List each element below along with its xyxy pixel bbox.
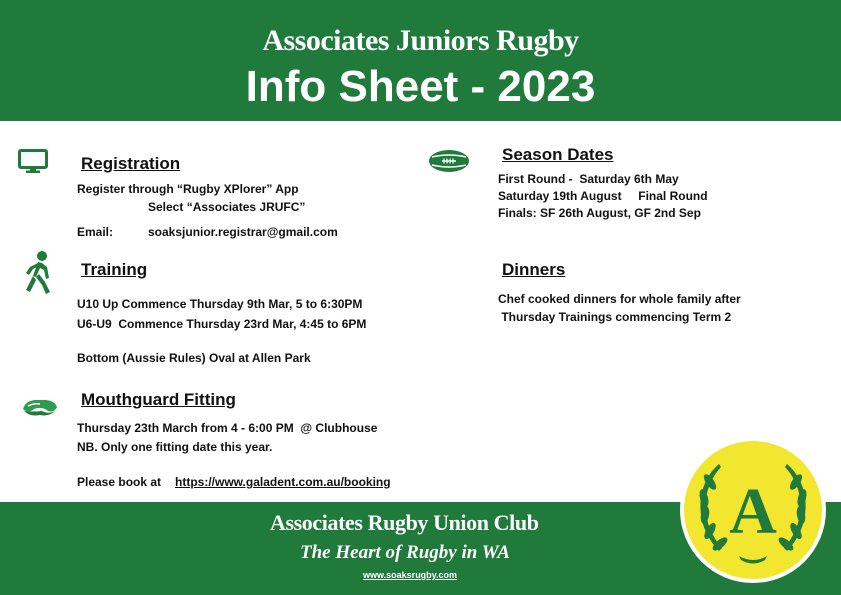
booking-label: Please book at <box>77 475 162 489</box>
club-tagline: The Heart of Rugby in WA <box>300 542 510 563</box>
website-link[interactable]: www.soaksrugby.com <box>363 570 458 580</box>
season-line-2: Saturday 19th August Final Round <box>498 189 708 203</box>
registration-line-1: Register through “Rugby XPlorer” App <box>77 182 299 196</box>
dinners-heading: Dinners <box>502 260 566 279</box>
mouthguard-line-1: Thursday 23th March from 4 - 6:00 PM @ Clubhouse <box>77 421 378 435</box>
logo-letter: A <box>729 475 777 548</box>
club-name: Associates Rugby Union Club <box>270 510 539 535</box>
registration-heading: Registration <box>81 154 181 173</box>
computer-monitor-icon <box>18 149 48 173</box>
mouthguard-icon <box>20 395 60 419</box>
running-person-icon <box>22 250 54 296</box>
season-dates-heading: Season Dates <box>502 145 614 164</box>
page-title: Info Sheet - 2023 <box>245 62 596 111</box>
mouthguard-heading: Mouthguard Fitting <box>81 390 236 409</box>
season-line-3: Finals: SF 26th August, GF 2nd Sep <box>498 206 701 220</box>
club-logo <box>679 436 827 584</box>
booking-link[interactable]: https://www.galadent.com.au/booking <box>175 475 391 489</box>
training-location: Bottom (Aussie Rules) Oval at Allen Park <box>77 351 311 365</box>
training-line-1: U10 Up Commence Thursday 9th Mar, 5 to 6:30PM <box>77 297 363 311</box>
header-banner <box>0 0 841 121</box>
training-line-2: U6-U9 Commence Thursday 23rd Mar, 4:45 to 6PM <box>77 317 367 331</box>
dinners-line-2: Thursday Trainings commencing Term 2 <box>498 310 732 324</box>
registration-line-2: Select “Associates JRUFC” <box>148 200 306 214</box>
rugby-ball-icon <box>428 149 470 173</box>
training-heading: Training <box>81 260 148 279</box>
dinners-line-1: Chef cooked dinners for whole family after <box>498 292 741 306</box>
email-address: soaksjunior.registrar@gmail.com <box>148 225 338 239</box>
organisation-name: Associates Juniors Rugby <box>262 24 579 57</box>
email-label: Email: <box>77 225 114 239</box>
season-line-1: First Round - Saturday 6th May <box>498 172 679 186</box>
mouthguard-note: NB. Only one fitting date this year. <box>77 440 273 454</box>
